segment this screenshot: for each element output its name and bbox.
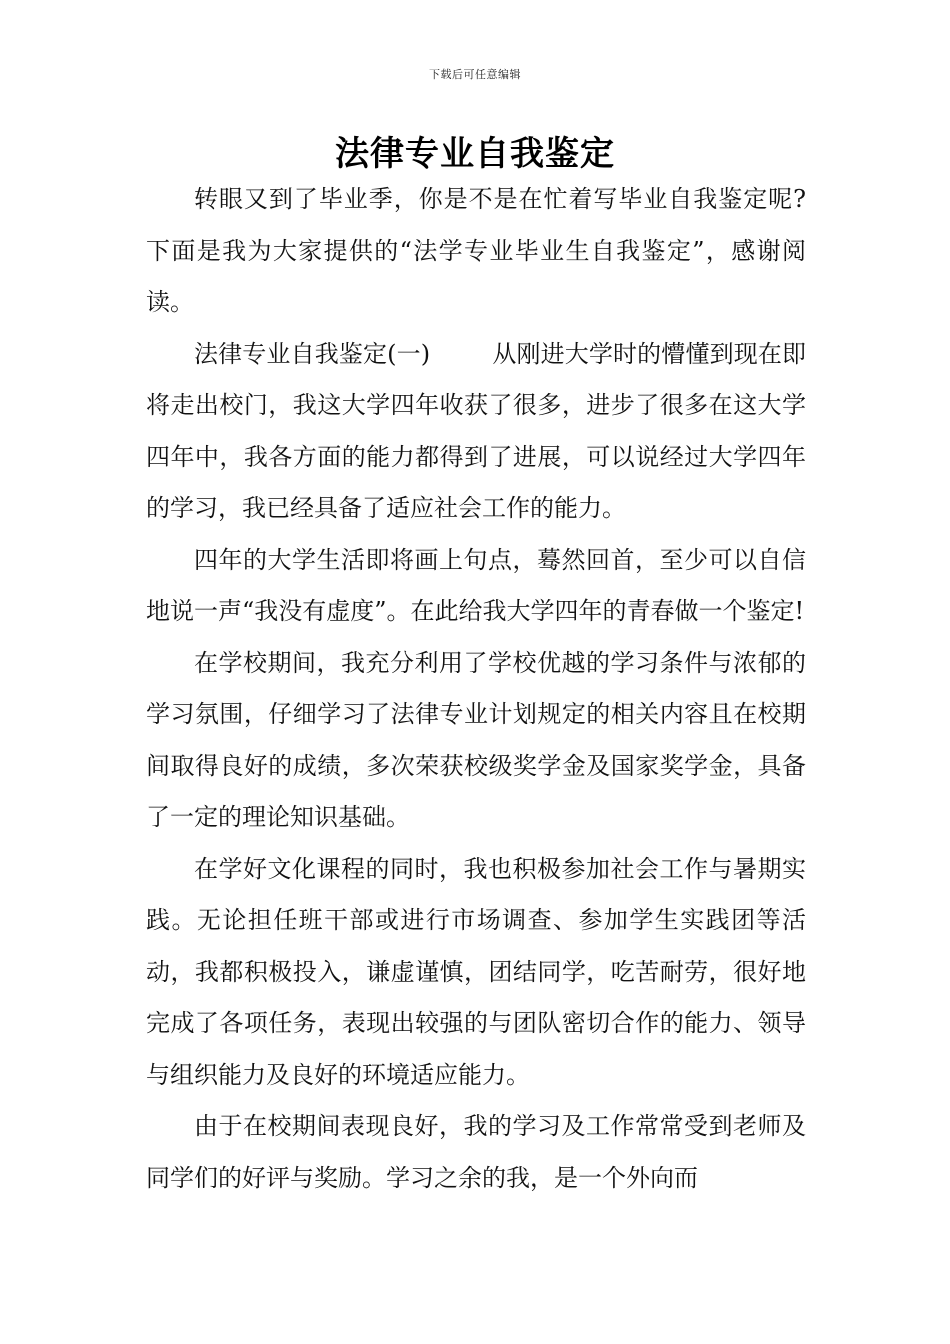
document-title: 法律专业自我鉴定	[335, 134, 615, 174]
paragraph-text: 四年的大学生活即将画上句点，蓦然回首，至少可以自信地说一声“我没有虚度”。在此给我大学四年的青春做一个鉴定!	[146, 545, 806, 625]
paragraph-activities	[146, 844, 806, 1102]
header-note: 下载后可任意编辑	[429, 68, 521, 81]
paragraph-text: 从刚进大学时的懵懂到现在即将走出校门，我这大学四年收获了很多，进步了很多在这大学四年中，我各方面的能力都得到了进展，可以说经过大学四年的学习，我已经具备了适应社会工作的能力。	[146, 339, 807, 522]
section-heading: 法律专业自我鉴定(一)	[194, 339, 431, 368]
heading-spacer	[430, 340, 492, 368]
paragraph-reflection	[146, 535, 806, 638]
paragraph-text: 转眼又到了毕业季，你是不是在忙着写毕业自我鉴定呢?下面是我为大家提供的“法学专业毕业生自我鉴定”，感谢阅读。	[146, 185, 806, 316]
paragraph-study	[146, 638, 806, 844]
paragraph-text: 在学校期间，我充分利用了学校优越的学习条件与浓郁的学习氛围，仔细学习了法律专业计划规定的相关内容且在校期间取得良好的成绩，多次荣获校级奖学金及国家奖学金，具备了一定的理论知识基础。	[146, 648, 806, 831]
paragraph-text: 在学好文化课程的同时，我也积极参加社会工作与暑期实践。无论担任班干部或进行市场调查、参加学生实践团等活动，我都积极投入，谦虚谨慎，团结同学，吃苦耐劳，很好地完成了各项任务，表现出较强的与团队密切合作的能力、领导与组织能力及良好的环境适应能力。	[146, 854, 806, 1089]
paragraph-text: 由于在校期间表现良好，我的学习及工作常常受到老师及同学们的好评与奖励。学习之余的我，是一个外向而	[146, 1112, 806, 1192]
paragraph-recognition	[146, 1101, 806, 1204]
document-body	[146, 174, 806, 1204]
paragraph-section-one	[146, 329, 806, 535]
paragraph-intro	[146, 174, 806, 329]
